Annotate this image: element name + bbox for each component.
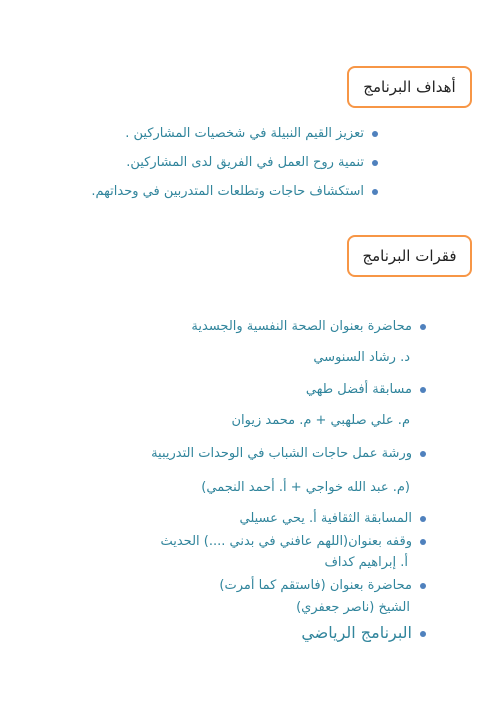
bullet-icon — [420, 387, 426, 393]
bullet-icon — [372, 189, 378, 195]
bullet-icon — [420, 583, 426, 589]
bullet-icon — [420, 451, 426, 457]
session-item: البرنامج الرياضي — [301, 624, 426, 642]
bullet-icon — [420, 539, 426, 545]
session-item: محاضرة بعنوان (فاستقم كما أمرت) — [219, 577, 426, 595]
session-speaker: م. علي صلهبي + م. محمد زيوان — [231, 413, 410, 428]
session-item: وقفه بعنوان(اللهم عافني في بدني ....) الحديث — [160, 533, 426, 551]
bullet-icon — [420, 631, 426, 637]
goal-item: استكشاف حاجات وتطلعات المتدربين في وحداتهم. — [91, 183, 378, 201]
bullet-icon — [420, 324, 426, 330]
session-speaker: (م. عبد الله خواجي + أ. أحمد النجمي) — [201, 480, 410, 495]
session-item: مسابقة أفضل طهي — [306, 381, 426, 399]
session-item: المسابقة الثقافية أ. يحي عسيلي — [240, 510, 427, 528]
bullet-icon — [372, 131, 378, 137]
goals-heading-box — [347, 66, 472, 108]
session-speaker: د. رشاد السنوسي — [313, 350, 410, 365]
sessions-heading: فقرات البرنامج — [362, 247, 457, 265]
session-speaker: الشيخ (ناصر جعفري) — [296, 600, 410, 615]
bullet-icon — [420, 516, 426, 522]
bullet-icon — [372, 160, 378, 166]
session-item: محاضرة بعنوان الصحة النفسية والجسدية — [191, 318, 426, 336]
goals-heading: أهداف البرنامج — [363, 78, 456, 96]
goal-item: تنمية روح العمل في الفريق لدى المشاركين. — [126, 154, 378, 172]
session-speaker: أ. إبراهيم كداف — [324, 555, 408, 570]
goal-item: تعزيز القيم النبيلة في شخصيات المشاركين . — [125, 125, 378, 143]
sessions-heading-box — [347, 235, 472, 277]
session-item: ورشة عمل حاجات الشباب في الوحدات التدريبية — [151, 445, 426, 463]
